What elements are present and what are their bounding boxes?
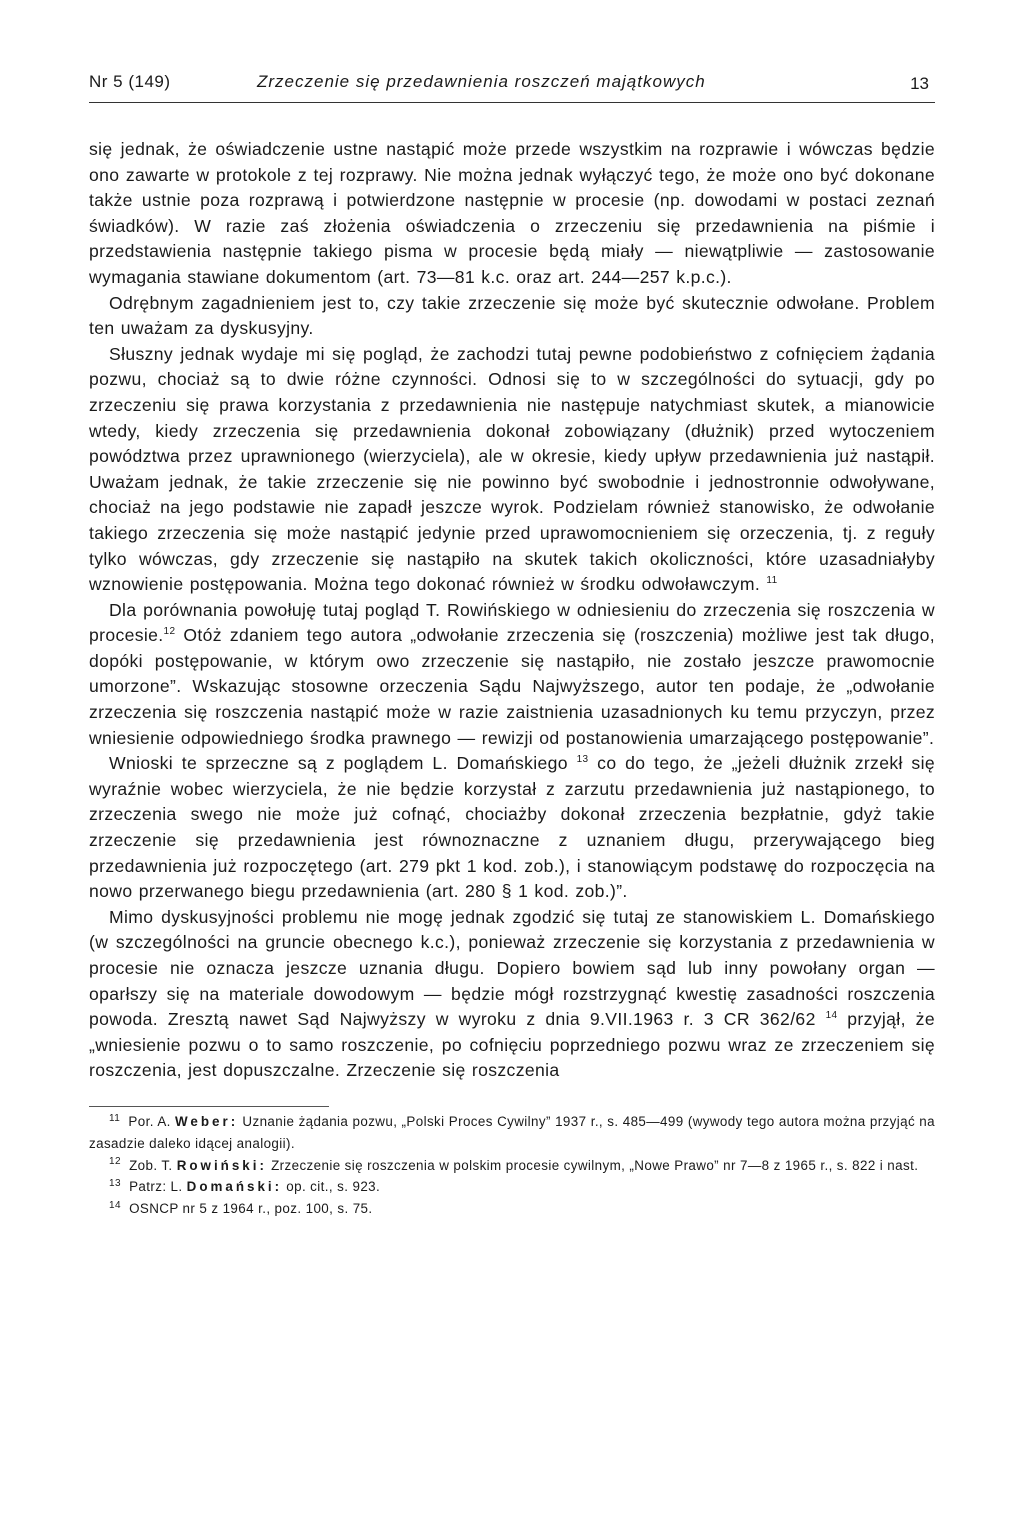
paragraph xyxy=(89,291,935,342)
footnote-mark: 13 xyxy=(109,1177,121,1189)
page xyxy=(89,68,935,1220)
paragraph-text: Dla porównania powołuję tutaj pogląd T. Rowińskiego w odniesieniu do zrzeczenia się roszczenia w procesie. xyxy=(89,599,935,646)
footnote-author: Domański: xyxy=(186,1179,283,1195)
footnote-text: op. cit., s. 923. xyxy=(286,1179,381,1195)
footnote-ref-13[interactable]: 13 xyxy=(576,754,589,766)
paragraph-text: Mimo dyskusyjności problemu nie mogę jednak zgodzić się tutaj ze stanowiskiem L. Domańskiego (w szczególności na gruncie obecnego k.c.), ponieważ zrzeczenie się korzystania z przedawnienia w procesie nie oznacza jeszcze uznania długu. Dopiero bowiem sąd lub inny powołany organ — oparłszy się na materiale dowodowym — będzie mógł rozstrzygnąć kwestię zasadności roszczenia powoda. Zresztą nawet Sąd Najwyższy w wyroku z dnia 9.VII.1963 r. 3 CR 362/62 xyxy=(89,906,935,1030)
footnote-11 xyxy=(89,1111,935,1155)
paragraph-text: się jednak, że oświadczenie ustne nastąpić może przede wszystkim na rozprawie i wówczas będzie ono zawarte w protokole z tej rozprawy. Nie można jednak wyłączyć tego, że może ono być dokonane także ustnie poza rozprawą i potwierdzone następnie w procesie (np. dowodami w postaci zeznań świadków). W razie zaś złożenia oświadczenia o zrzeczeniu się przedawnienia na piśmie i przedstawienia następnie takiego pisma w procesie będą miały — niewątpliwie — zastosowanie wymagania stawiane dokumentom (art. 73—81 k.c. oraz art. 244—257 k.p.c.). xyxy=(89,139,935,287)
paragraph-text: Słuszny jednak wydaje mi się pogląd, że zachodzi tutaj pewne podobieństwo z cofnięciem żądania pozwu, chociaż są to dwie różne czynności. Odnosi się to w szczególności do sytuacji, gdy po zrzeczeniu się prawa korzystania z przedawnienia nie następuje natychmiast skutek, a mianowicie wtedy, kiedy zrzeczenia się przedawnienia dokonał zobowiązany (dłużnik) przed wytoczeniem powództwa przez uprawnionego (wierzyciela), ale w okresie, kiedy upływ przedawnienia już nastąpił. Uważam jednak, że takie zrzeczenie się nie powinno być swobodnie i jednostronnie odwoływane, chociaż na jego podstawie nie zapadł jeszcze wyrok. Podzielam również stanowisko, że odwołanie takiego zrzeczenia się może nastąpić jedynie przed uprawomocnieniem się orzeczenia, tj. z reguły tylko wówczas, gdy zrzeczenie się nastąpiło na skutek takich okoliczności, które uzasadniałyby wznowienie postępowania. Można tego dokonać również w środku odwoławczym. xyxy=(89,343,935,595)
journal-issue: Nr 5 (149) xyxy=(89,72,171,91)
footnote-12 xyxy=(89,1155,935,1177)
footnote-prefix: Patrz: L. xyxy=(129,1179,183,1195)
footnote-ref-12[interactable]: 12 xyxy=(163,626,176,638)
footnote-13 xyxy=(89,1176,935,1198)
running-title: Zrzeczenie się przedawnienia roszczeń majątkowych xyxy=(257,72,706,91)
paragraph-text: Otóż zdaniem tego autora „odwołanie zrzeczenia się (roszczenia) możliwe jest tak długo, dopóki postępowanie, w którym owo zrzeczenie się nastąpiło, nie zostało jeszcze prawomocnie umorzone”. Wskazując stosowne orzeczenia Sądu Najwyższego, autor ten podaje, że „odwołanie zrzeczenia się roszczenia nastąpić może w razie zaistnienia uzasadnionych ku temu przyczyn, przez wniesienie odpowiedniego środka prawnego — rewizji od postanowienia umarzającego postępowanie”. xyxy=(89,625,935,748)
paragraph-text: Wnioski te sprzeczne są z poglądem L. Domańskiego xyxy=(109,753,568,774)
paragraph-text: przyjął, że „wniesienie pozwu o to samo roszczenie, po cofnięciu poprzedniego pozwu wraz ze zrzeczeniem się roszczenia, jest dopuszczalne. Zrzeczenie się roszczenia xyxy=(89,1009,935,1081)
paragraph xyxy=(89,598,935,752)
footnote-ref-11[interactable]: 11 xyxy=(766,575,778,587)
footnote-author: Weber: xyxy=(175,1113,239,1129)
footnote-prefix: Por. A. xyxy=(128,1113,171,1129)
footnote-text: Zrzeczenie się roszczenia w polskim procesie cywilnym, „Nowe Prawo” nr 7—8 z 1965 r., s. 822 i nast. xyxy=(271,1157,919,1173)
footnotes xyxy=(89,1106,935,1220)
paragraph-text: co do tego, że „jeżeli dłużnik zrzekł się wyraźnie wobec wierzyciela, że nie będzie korzystał z zarzutu przedawnienia już nastąpionego, to zrzeczenia swego nie może już cofnąć, chociażby dokonał zrzeczenia bezpłatnie, gdyż takie zrzeczenie się przedawnienia jest równoznaczne z uznaniem długu, przerywającego bieg przedawnienia już rozpoczętego (art. 279 pkt 1 kod. zob.), i stanowiącym podstawę do rozpoczęcia na nowo przerwanego biegu przedawnienia (art. 280 § 1 kod. zob.)”. xyxy=(89,753,935,902)
footnote-text: Uznanie żądania pozwu, „Polski Proces Cywilny” 1937 r., s. 485—499 (wywody tego autora można przyjąć na zasadzie daleko idącej analogii). xyxy=(89,1113,935,1151)
footnote-text: OSNCP nr 5 z 1964 r., poz. 100, s. 75. xyxy=(129,1201,373,1217)
paragraph xyxy=(89,137,935,291)
body-text xyxy=(89,137,935,1084)
paragraph-text: Odrębnym zagadnieniem jest to, czy takie zrzeczenie się może być skutecznie odwołane. Problem ten uważam za dyskusyjny. xyxy=(89,292,935,339)
paragraph xyxy=(89,905,935,1084)
footnote-divider xyxy=(89,1106,329,1107)
paragraph xyxy=(89,751,935,905)
footnote-14 xyxy=(89,1198,935,1220)
footnote-mark: 12 xyxy=(109,1156,121,1168)
running-header xyxy=(89,68,935,103)
footnote-mark: 14 xyxy=(109,1199,121,1211)
footnote-author: Rowiński: xyxy=(176,1157,267,1173)
page-number: 13 xyxy=(910,74,929,93)
footnote-prefix: Zob. T. xyxy=(129,1157,173,1173)
footnote-ref-14[interactable]: 14 xyxy=(825,1010,838,1022)
footnote-mark: 11 xyxy=(109,1112,121,1124)
paragraph xyxy=(89,342,935,598)
